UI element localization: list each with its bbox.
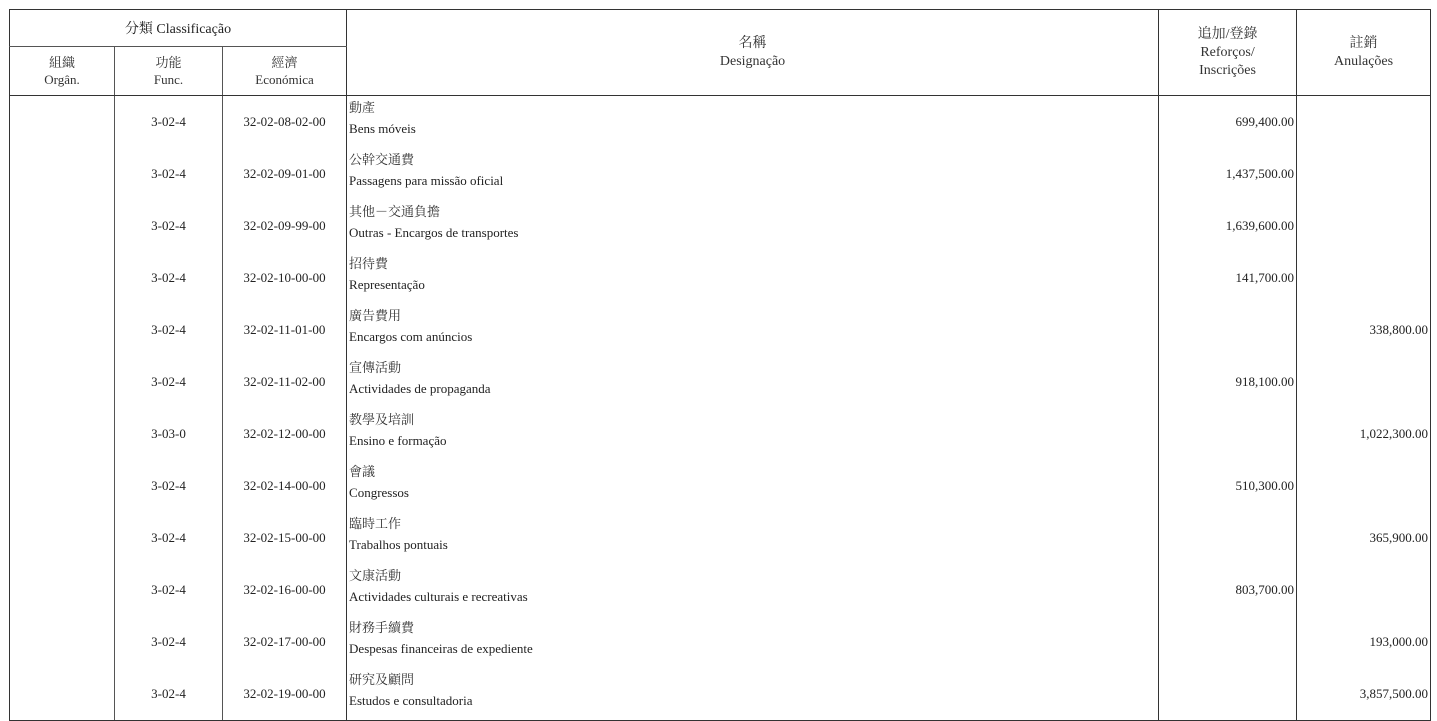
designation-header-zh: 名稱 (738, 35, 767, 51)
reforcos-cell: 918,100.00 (1159, 356, 1297, 408)
econ-header-pt: Económica (255, 72, 314, 87)
designation-pt: Estudos e consultadoria (349, 693, 473, 708)
designation-pt: Trabalhos pontuais (349, 537, 448, 552)
designation-pt: Encargos com anúncios (349, 329, 473, 344)
designation-zh: 招待費 (349, 257, 389, 272)
designation-zh: 會議 (349, 465, 376, 480)
anulacoes-cell: 193,000.00 (1297, 616, 1431, 668)
reforcos-cell (1159, 616, 1297, 668)
anulacoes-header-pt: Anulações (1333, 53, 1394, 69)
reforcos-cell: 699,400.00 (1159, 96, 1297, 149)
econ-cell: 32-02-09-99-00 (223, 200, 347, 252)
func-cell: 3-02-4 (115, 148, 223, 200)
budget-table (9, 9, 1431, 721)
organ-cell (10, 304, 115, 356)
designation-cell (347, 408, 1159, 460)
designation-cell (347, 148, 1159, 200)
reforcos-cell (1159, 668, 1297, 721)
table-row (10, 200, 1431, 252)
table-row (10, 252, 1431, 304)
func-cell: 3-02-4 (115, 356, 223, 408)
organ-cell (10, 200, 115, 252)
designation-cell (347, 200, 1159, 252)
designation-pt: Ensino e formação (349, 433, 447, 448)
designation-header (347, 10, 1159, 96)
designation-cell (347, 668, 1159, 721)
table-row (10, 460, 1431, 512)
designation-pt: Actividades culturais e recreativas (349, 589, 528, 604)
anulacoes-cell (1297, 252, 1431, 304)
table-row (10, 616, 1431, 668)
designation-pt: Despesas financeiras de expediente (349, 641, 533, 656)
func-cell: 3-02-4 (115, 252, 223, 304)
func-cell: 3-02-4 (115, 96, 223, 149)
reforcos-cell (1159, 512, 1297, 564)
designation-pt: Representação (349, 277, 425, 292)
func-header (115, 47, 223, 96)
reforcos-header (1159, 10, 1297, 96)
econ-cell: 32-02-14-00-00 (223, 460, 347, 512)
designation-pt: Actividades de propaganda (349, 381, 491, 396)
organ-cell (10, 512, 115, 564)
func-header-pt: Func. (153, 72, 184, 87)
designation-zh: 文康活動 (349, 569, 402, 584)
organ-cell (10, 356, 115, 408)
econ-cell: 32-02-15-00-00 (223, 512, 347, 564)
organ-cell (10, 668, 115, 721)
anulacoes-cell (1297, 356, 1431, 408)
table-row (10, 304, 1431, 356)
func-cell: 3-02-4 (115, 304, 223, 356)
organ-header (10, 47, 115, 96)
anulacoes-header (1297, 10, 1431, 96)
reforcos-cell (1159, 304, 1297, 356)
econ-cell: 32-02-10-00-00 (223, 252, 347, 304)
organ-cell (10, 564, 115, 616)
func-cell: 3-02-4 (115, 668, 223, 721)
anulacoes-cell (1297, 200, 1431, 252)
reforcos-cell: 510,300.00 (1159, 460, 1297, 512)
organ-cell (10, 460, 115, 512)
anulacoes-cell (1297, 460, 1431, 512)
organ-cell (10, 252, 115, 304)
organ-cell (10, 616, 115, 668)
econ-cell: 32-02-11-02-00 (223, 356, 347, 408)
organ-header-zh: 組織 (48, 55, 75, 70)
anulacoes-cell: 365,900.00 (1297, 512, 1431, 564)
anulacoes-cell (1297, 564, 1431, 616)
designation-zh: 公幹交通費 (349, 153, 415, 168)
table-row (10, 148, 1431, 200)
organ-header-pt: Orgân. (44, 72, 80, 87)
anulacoes-cell (1297, 148, 1431, 200)
designation-pt: Outras - Encargos de transportes (349, 225, 519, 240)
organ-cell (10, 408, 115, 460)
classification-header: 分類 Classificação (10, 10, 347, 47)
table-row (10, 96, 1431, 149)
anulacoes-cell: 1,022,300.00 (1297, 408, 1431, 460)
econ-cell: 32-02-12-00-00 (223, 408, 347, 460)
func-cell: 3-02-4 (115, 200, 223, 252)
designation-zh: 財務手續費 (349, 621, 415, 636)
designation-cell (347, 304, 1159, 356)
designation-zh: 廣告費用 (349, 309, 402, 324)
designation-header-pt: Designação (719, 53, 786, 69)
designation-cell (347, 512, 1159, 564)
table-row (10, 512, 1431, 564)
table-row (10, 356, 1431, 408)
organ-cell (10, 96, 115, 149)
table-row (10, 408, 1431, 460)
anulacoes-cell: 3,857,500.00 (1297, 668, 1431, 721)
designation-pt: Congressos (349, 485, 409, 500)
reforcos-cell: 803,700.00 (1159, 564, 1297, 616)
designation-zh: 宣傳活動 (349, 361, 402, 376)
reforcos-cell: 1,437,500.00 (1159, 148, 1297, 200)
designation-cell (347, 460, 1159, 512)
designation-zh: 教學及培訓 (349, 413, 415, 428)
func-header-zh: 功能 (155, 55, 182, 70)
anulacoes-header-zh: 註銷 (1349, 35, 1378, 51)
designation-cell (347, 356, 1159, 408)
econ-cell: 32-02-09-01-00 (223, 148, 347, 200)
designation-zh: 研究及顧問 (349, 673, 415, 688)
econ-cell: 32-02-08-02-00 (223, 96, 347, 149)
reforcos-cell: 141,700.00 (1159, 252, 1297, 304)
econ-cell: 32-02-19-00-00 (223, 668, 347, 721)
econ-header-zh: 經濟 (271, 55, 298, 70)
econ-cell: 32-02-11-01-00 (223, 304, 347, 356)
designation-cell (347, 564, 1159, 616)
func-cell: 3-02-4 (115, 616, 223, 668)
anulacoes-cell (1297, 96, 1431, 149)
designation-zh: 其他－交通負擔 (349, 205, 441, 220)
reforcos-header-zh: 追加/登錄 (1197, 26, 1258, 42)
reforcos-header-pt2: Inscrições (1199, 62, 1256, 78)
econ-cell: 32-02-16-00-00 (223, 564, 347, 616)
designation-cell (347, 616, 1159, 668)
table-row (10, 564, 1431, 616)
func-cell: 3-03-0 (115, 408, 223, 460)
organ-cell (10, 148, 115, 200)
designation-cell (347, 252, 1159, 304)
designation-cell (347, 96, 1159, 149)
econ-header (223, 47, 347, 96)
reforcos-cell: 1,639,600.00 (1159, 200, 1297, 252)
reforcos-cell (1159, 408, 1297, 460)
table-row (10, 668, 1431, 721)
anulacoes-cell: 338,800.00 (1297, 304, 1431, 356)
reforcos-header-pt1: Reforços/ (1200, 44, 1255, 60)
func-cell: 3-02-4 (115, 564, 223, 616)
designation-zh: 動產 (349, 101, 376, 116)
designation-zh: 臨時工作 (349, 517, 402, 532)
designation-pt: Bens móveis (349, 121, 416, 136)
designation-pt: Passagens para missão oficial (349, 173, 504, 188)
budget-rows (10, 96, 1431, 721)
func-cell: 3-02-4 (115, 460, 223, 512)
func-cell: 3-02-4 (115, 512, 223, 564)
econ-cell: 32-02-17-00-00 (223, 616, 347, 668)
